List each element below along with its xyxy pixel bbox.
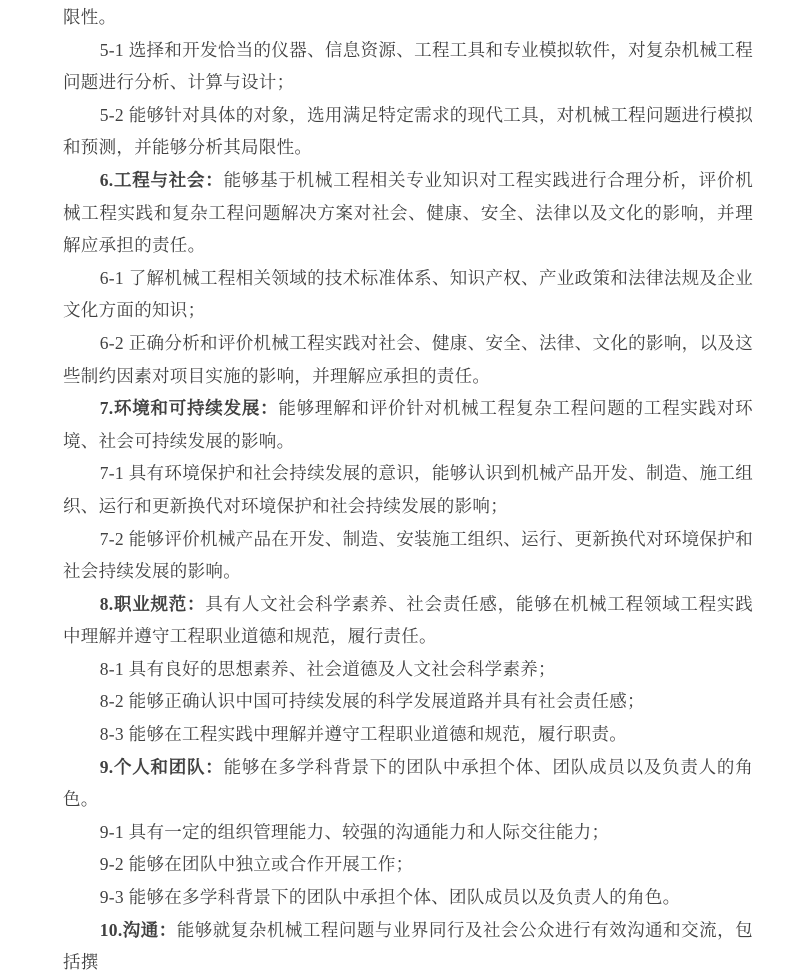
paragraph-text: 9-2 能够在团队中独立或合作开展工作； [99, 854, 414, 875]
paragraph [63, 588, 753, 653]
paragraph-text: 能够基于机械工程相关专业知识对工程实践进行合理分析，评价机械工程实践和复杂工程问题解决方案对社会、健康、安全、法律以及文化的影响，并理解应承担的责任。 [63, 169, 753, 256]
paragraph [63, 523, 753, 588]
paragraph [63, 653, 753, 686]
paragraph [63, 881, 753, 914]
paragraph [63, 392, 753, 457]
clause-heading: 9.个人和团队： [99, 756, 224, 777]
paragraph-text: 7-2 能够评价机械产品在开发、制造、安装施工组织、运行、更新换代对环境保护和社会持续发展的影响。 [63, 528, 753, 582]
paragraph [63, 751, 753, 816]
paragraph [63, 685, 753, 718]
paragraph [63, 718, 753, 751]
paragraph-text: 能够在多学科背景下的团队中承担个体、团队成员以及负责人的角色。 [63, 756, 753, 810]
paragraph [63, 1, 753, 34]
paragraph-text: 能够就复杂机械工程问题与业界同行及社会公众进行有效沟通和交流，包括撰 [63, 919, 753, 973]
paragraph-text: 8-2 能够正确认识中国可持续发展的科学发展道路并具有社会责任感； [99, 691, 645, 712]
paragraph-text: 9-3 能够在多学科背景下的团队中承担个体、团队成员以及负责人的角色。 [99, 887, 681, 908]
paragraph-text: 5-2 能够针对具体的对象，选用满足特定需求的现代工具，对机械工程问题进行模拟和预测，并能够分析其局限性。 [63, 104, 753, 158]
paragraph-text: 8-3 能够在工程实践中理解并遵守工程职业道德和规范，履行职责。 [99, 724, 628, 745]
paragraph [63, 457, 753, 522]
clause-heading: 7.环境和可持续发展： [99, 398, 279, 419]
paragraph [63, 327, 753, 392]
paragraph-text: 6-1 了解机械工程相关领域的技术标准体系、知识产权、产业政策和法律法规及企业文化方面的知识； [63, 267, 753, 321]
paragraph [63, 914, 753, 979]
clause-heading: 10.沟通： [99, 919, 177, 940]
paragraph-text: 具有人文社会科学素养、社会责任感，能够在机械工程领域工程实践中理解并遵守工程职业道德和规范，履行责任。 [63, 593, 753, 647]
paragraph-text: 5-1 选择和开发恰当的仪器、信息资源、工程工具和专业模拟软件，对复杂机械工程问题进行分析、计算与设计； [63, 39, 753, 93]
paragraph-text: 9-1 具有一定的组织管理能力、较强的沟通能力和人际交往能力； [99, 821, 610, 842]
paragraph [63, 164, 753, 262]
clause-heading: 8.职业规范： [99, 593, 206, 614]
paragraph [63, 262, 753, 327]
paragraph-text: 6-2 正确分析和评价机械工程实践对社会、健康、安全、法律、文化的影响，以及这些制约因素对项目实施的影响，并理解应承担的责任。 [63, 332, 753, 386]
paragraph-text: 能够理解和评价针对机械工程复杂工程问题的工程实践对环境、社会可持续发展的影响。 [63, 398, 753, 451]
paragraph [63, 34, 753, 99]
paragraph-text: 7-1 具有环境保护和社会持续发展的意识，能够认识到机械产品开发、制造、施工组织、运行和更新换代对环境保护和社会持续发展的影响； [63, 463, 753, 516]
paragraph [63, 848, 753, 881]
paragraph-text: 限性。 [63, 7, 117, 27]
paragraph-text: 8-1 具有良好的思想素养、社会道德及人文社会科学素养； [99, 658, 556, 679]
paragraph [63, 99, 753, 164]
clause-heading: 6.工程与社会： [99, 169, 224, 190]
paragraph [63, 816, 753, 849]
